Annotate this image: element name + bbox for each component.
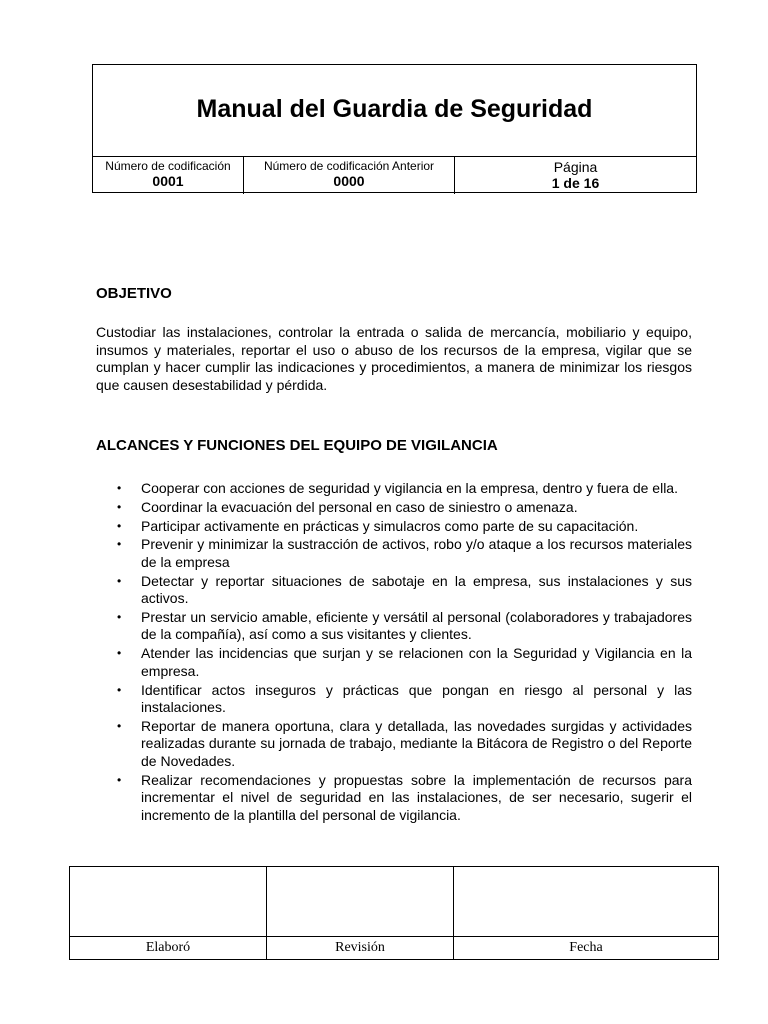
revision-signature-space — [267, 867, 453, 937]
codification-cell — [93, 157, 243, 194]
list-item-text: Realizar recomendaciones y propuestas sobre la implementación de recursos para incrementar el nivel de seguridad en las instalaciones, de ser necesario, sugerir el incremento de la plantilla del personal de vigilancia. — [141, 771, 692, 823]
signature-table — [69, 866, 719, 960]
list-item — [96, 518, 692, 536]
page-number: 1 de 16 — [551, 175, 600, 191]
list-item — [96, 718, 692, 771]
revision-column — [266, 867, 453, 959]
elaboro-column — [70, 867, 266, 959]
list-item-text: Coordinar la evacuación del personal en caso de siniestro o amenaza. — [141, 498, 578, 515]
bullet: • — [117, 481, 122, 495]
document-header — [92, 64, 697, 193]
list-item — [96, 682, 692, 717]
bullet: • — [117, 718, 122, 733]
list-item — [96, 573, 692, 608]
fecha-label: Fecha — [569, 940, 603, 955]
bullet: • — [117, 499, 122, 514]
bullet: • — [117, 682, 122, 697]
previous-codification-value: 0000 — [333, 173, 365, 189]
document-title: Manual del Guardia de Seguridad — [196, 95, 593, 123]
bullet: • — [117, 537, 122, 552]
revision-label: Revisión — [335, 940, 385, 955]
bullet: • — [117, 772, 122, 787]
list-item — [96, 609, 692, 644]
list-item-text: Reportar de manera oportuna, clara y detallada, las novedades surgidas y actividades realizadas durante su jornada de trabajo, mediante la Bitácora de Registro o del Reporte de Novedades. — [141, 717, 692, 769]
list-item-text: Atender las incidencias que surjan y se relacionen con la Seguridad y Vigilancia en la empresa. — [141, 645, 692, 679]
bullet: • — [117, 609, 122, 624]
codification-label: Número de codificación — [105, 159, 231, 173]
fecha-column — [453, 867, 718, 959]
list-item — [96, 536, 692, 571]
bullet: • — [117, 646, 122, 661]
header-info-row — [93, 156, 696, 194]
objective-heading: OBJETIVO — [96, 285, 172, 302]
page-cell — [454, 157, 696, 194]
fecha-signature-space — [454, 867, 718, 937]
list-item — [96, 480, 692, 498]
list-item-text: Identificar actos inseguros y prácticas que pongan en riesgo al personal y las instalaciones. — [141, 681, 692, 716]
list-item-text: Prestar un servicio amable, eficiente y versátil al personal (colaboradores y trabajadores de la compañía), así como a sus visitantes y clientes. — [141, 608, 692, 643]
objective-text: Custodiar las instalaciones, controlar la entrada o salida de mercancía, mobiliario y equipo, insumos y materiales, reportar el uso o abuso de los recursos de la empresa, vigilar que se cumplan y hacer cumplir las indicaciones y procedimientos, a manera de minimizar los riesgos que causen desestabilidad y pérdida. — [96, 324, 692, 393]
functions-heading: ALCANCES Y FUNCIONES DEL EQUIPO DE VIGILANCIA — [96, 437, 498, 454]
list-item-text: Cooperar con acciones de seguridad y vigilancia en la empresa, dentro y fuera de ella. — [141, 480, 678, 496]
previous-codification-cell — [243, 157, 454, 194]
elaboro-signature-space — [70, 867, 266, 937]
elaboro-label: Elaboró — [145, 940, 191, 955]
bullet: • — [117, 573, 122, 588]
list-item — [96, 772, 692, 825]
page-label: Página — [553, 159, 598, 175]
list-item-text: Prevenir y minimizar la sustracción de activos, robo y/o ataque a los recursos materiales de la empresa — [141, 536, 692, 570]
list-item — [96, 645, 692, 680]
list-item — [96, 499, 692, 517]
list-item-text: Participar activamente en prácticas y simulacros como parte de su capacitación. — [141, 517, 639, 534]
previous-codification-label: Número de codificación Anterior — [263, 159, 435, 173]
codification-value: 0001 — [152, 173, 184, 189]
list-item-text: Detectar y reportar situaciones de sabotaje en la empresa, sus instalaciones y sus activos. — [141, 572, 692, 607]
functions-list — [96, 480, 692, 825]
bullet: • — [117, 518, 122, 533]
